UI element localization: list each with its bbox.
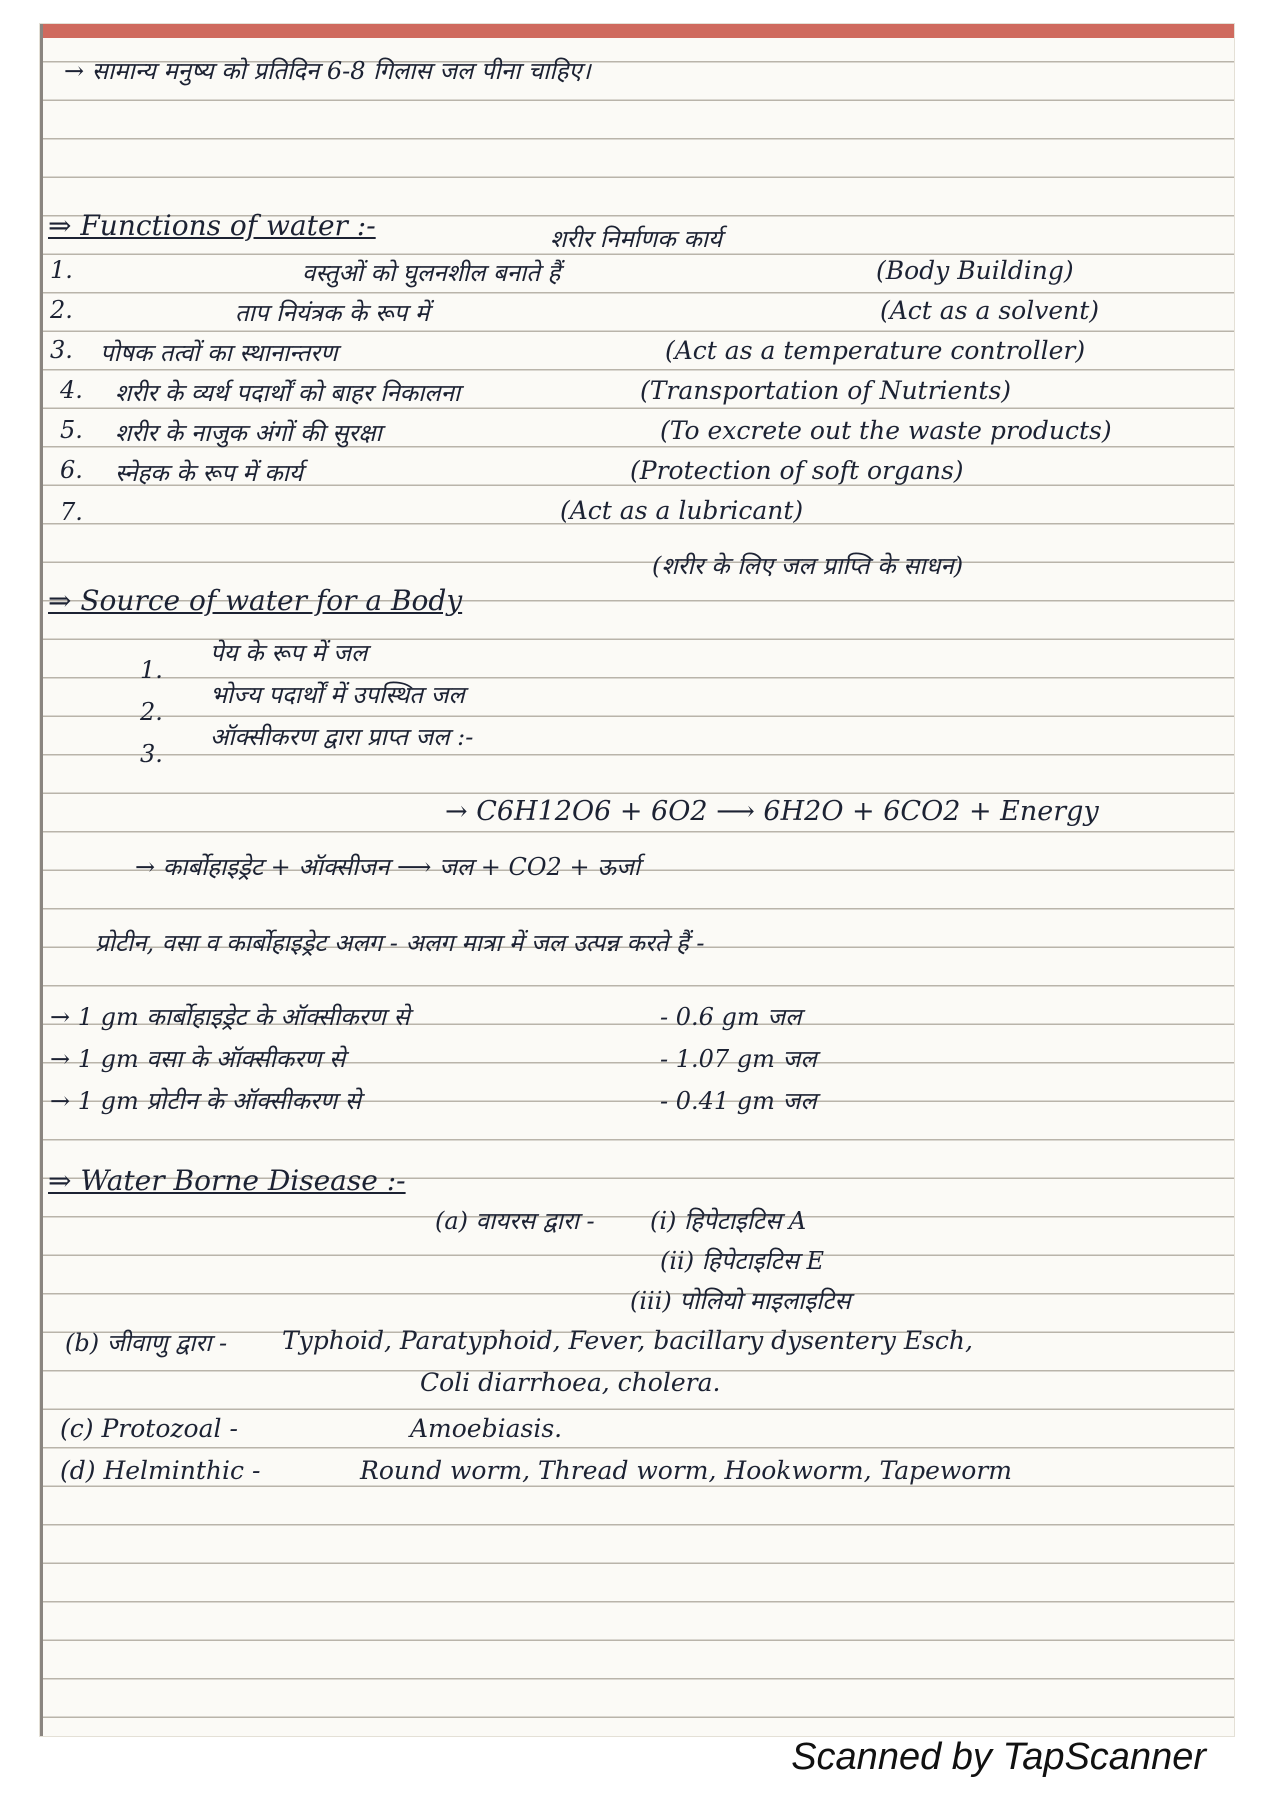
top-note: → सामान्य मनुष्य को प्रतिदिन 6-8 गिलास जल पीना चाहिए। xyxy=(64,57,591,85)
source-text-2: भोज्य पदार्थों में उपस्थित जल xyxy=(210,681,465,709)
water-production-note: प्रोटीन, वसा व कार्बोहाइड्रेट अलग - अलग मात्रा में जल उत्पन्न करते हैं - xyxy=(95,929,705,957)
source-num-1: 1. xyxy=(140,656,163,684)
function-hi-6: स्नेहक के रूप में कार्य xyxy=(115,459,303,487)
function-num-5: 5. xyxy=(60,416,83,444)
function-hi-4: शरीर के व्यर्थ पदार्थों को बाहर निकालना xyxy=(115,379,461,407)
yield-value-protein: - 0.41 gm जल xyxy=(660,1087,817,1115)
source-text-1: पेय के रूप में जल xyxy=(210,639,368,667)
function-num-4: 4. xyxy=(60,376,83,404)
source-title: ⇒ Source of water for a Body xyxy=(48,584,463,617)
function-num-6: 6. xyxy=(60,456,83,484)
disease-title: ⇒ Water Borne Disease :- xyxy=(48,1164,406,1197)
notebook-page xyxy=(40,24,1234,1736)
function-en-2: (Act as a solvent) xyxy=(880,296,1100,325)
yield-value-fat: - 1.07 gm जल xyxy=(660,1045,817,1073)
function-en-6: (Protection of soft organs) xyxy=(630,456,964,485)
page-top-edge xyxy=(40,24,1234,38)
helminthic-value: Round worm, Thread worm, Hookworm, Tapeworm xyxy=(360,1456,1013,1485)
scanner-watermark: Scanned by TapScanner xyxy=(791,1736,1206,1778)
protozoal-value: Amoebiasis. xyxy=(410,1414,563,1443)
virus-item-3: (iii) पोलियो माइलाइटिस xyxy=(630,1287,851,1315)
bacteria-line-2: Coli diarrhoea, cholera. xyxy=(420,1368,721,1397)
function-hi-2: ताप नियंत्रक के रूप में xyxy=(235,299,430,327)
bacteria-line-1: Typhoid, Paratyphoid, Fever, bacillary dysentery Esch, xyxy=(282,1326,973,1355)
yield-text-protein: → 1 gm प्रोटीन के ऑक्सीकरण से xyxy=(50,1087,361,1115)
function-en-5: (To excrete out the waste products) xyxy=(660,416,1112,445)
function-hi-3: पोषक तत्वों का स्थानान्तरण xyxy=(100,339,338,367)
virus-label: (a) वायरस द्वारा - xyxy=(435,1207,595,1235)
helminthic-label: (d) Helminthic - xyxy=(60,1456,261,1485)
functions-subtitle: शरीर निर्माणक कार्य xyxy=(550,225,722,253)
page-margin-line xyxy=(40,24,43,1736)
functions-title: ⇒ Functions of water :- xyxy=(48,209,376,242)
function-num-1: 1. xyxy=(50,256,73,284)
source-hindi-title: (शरीर के लिए जल प्राप्ति के साधन) xyxy=(652,552,964,580)
function-en-4: (Transportation of Nutrients) xyxy=(640,376,1012,405)
function-en-7: (Act as a lubricant) xyxy=(560,496,804,525)
yield-text-fat: → 1 gm वसा के ऑक्सीकरण से xyxy=(50,1045,346,1073)
function-num-3: 3. xyxy=(50,336,73,364)
function-hi-1: वस्तुओं को घुलनशील बनाते हैं xyxy=(302,259,561,287)
function-num-2: 2. xyxy=(50,296,73,324)
oxidation-equation-hindi: → कार्बोहाइड्रेट + ऑक्सीजन ⟶ जल + CO2 + ऊर्जा xyxy=(135,853,641,881)
protozoal-label: (c) Protozoal - xyxy=(60,1414,238,1443)
source-num-2: 2. xyxy=(140,698,163,726)
source-num-3: 3. xyxy=(140,740,163,768)
virus-item-2: (ii) हिपेटाइटिस E xyxy=(660,1247,825,1275)
yield-value-carbohydrate: - 0.6 gm जल xyxy=(660,1003,802,1031)
source-text-3: ऑक्सीकरण द्वारा प्राप्त जल :- xyxy=(210,723,474,751)
function-hi-5: शरीर के नाजुक अंगों की सुरक्षा xyxy=(115,419,382,447)
function-num-7: 7. xyxy=(60,498,83,526)
function-en-3: (Act as a temperature controller) xyxy=(665,336,1086,365)
yield-text-carbohydrate: → 1 gm कार्बोहाइड्रेट के ऑक्सीकरण से xyxy=(50,1003,410,1031)
bacteria-label: (b) जीवाणु द्वारा - xyxy=(65,1329,228,1357)
virus-item-1: (i) हिपेटाइटिस A xyxy=(650,1207,807,1235)
oxidation-equation: → C6H12O6 + 6O2 ⟶ 6H2O + 6CO2 + Energy xyxy=(445,796,1099,827)
function-en-1: (Body Building) xyxy=(876,256,1074,285)
